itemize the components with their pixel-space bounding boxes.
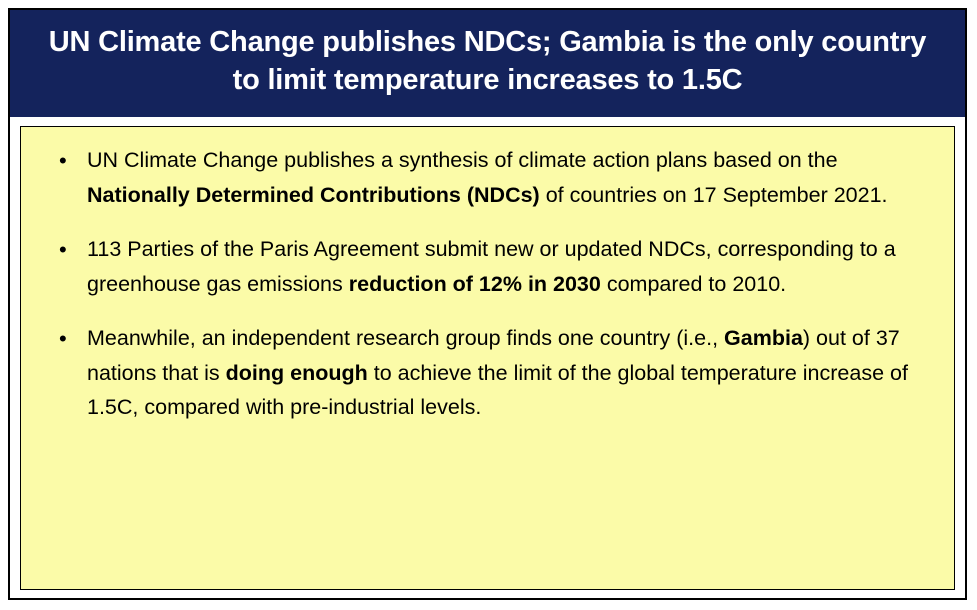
bullet-text-emphasis: doing enough [225, 360, 368, 385]
bullet-text-run: 113 Parties of the Paris Agreement submit new or updated NDCs, corresponding to a greenhouse gas emissions [87, 237, 896, 296]
bullet-text-run: Meanwhile, an independent research group finds one country (i.e., [87, 325, 725, 350]
slide-body [10, 117, 965, 598]
bullet-text-emphasis: Nationally Determined Contributions (NDCs) [87, 183, 540, 208]
bullet-list [39, 143, 928, 425]
bullet-text-run: compared to 2010. [600, 271, 787, 296]
bullet-note-panel [20, 126, 955, 590]
bullet-text-emphasis: Gambia [724, 325, 803, 350]
bullet-item [39, 143, 928, 213]
bullet-text-emphasis: reduction of 12% in 2030 [348, 271, 601, 296]
bullet-item [39, 321, 928, 425]
bullet-text-run: ) out of 37 nations that is [87, 325, 900, 385]
bullet-text [87, 326, 908, 420]
bullet-marker-icon: • [59, 325, 67, 351]
bullet-item [39, 232, 928, 302]
bullet-text-run: to achieve the limit of the global temperature increase of 1.5C, compared with pre-industrial levels. [87, 360, 908, 420]
bullet-marker-icon: • [59, 237, 67, 263]
bullet-marker-icon: • [59, 148, 67, 174]
slide-title: UN Climate Change publishes NDCs; Gambia is the only country to limit temperature increases to 1.5C [10, 10, 965, 117]
bullet-text [87, 237, 896, 296]
bullet-text-run: UN Climate Change publishes a synthesis of climate action plans based on the [87, 148, 838, 173]
bullet-text-run: of countries on 17 September 2021. [539, 183, 888, 208]
slide-card [8, 8, 967, 600]
bullet-text [87, 148, 888, 207]
